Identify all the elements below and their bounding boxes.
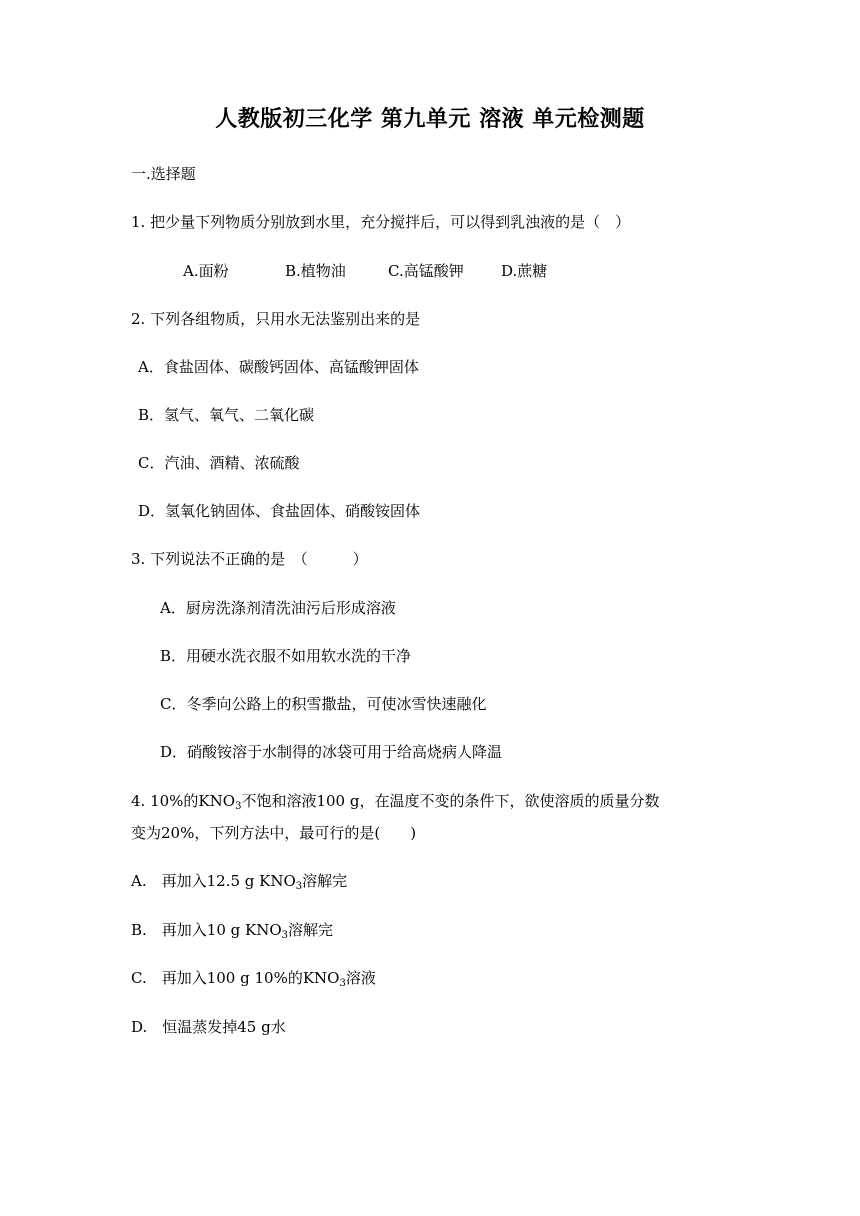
option-b-text-end: 溶解完 <box>288 921 334 939</box>
question-4-option-d: D. 恒温蒸发掉45 g水 <box>131 1018 286 1036</box>
page-title: 人教版初三化学 第九单元 溶液 单元检测题 <box>215 107 645 132</box>
question-2-option-c: C．汽油、酒精、浓硫酸 <box>138 454 300 472</box>
question-3-option-c: C．冬季向公路上的积雪撒盐，可使冰雪快速融化 <box>160 695 487 713</box>
subscript-3: 3 <box>295 881 303 892</box>
question-2-stem: 2. 下列各组物质，只用水无法鉴别出来的是 <box>131 310 421 328</box>
question-4-stem-part-1: 4. 10%的KNO <box>131 792 236 810</box>
question-4-stem-part-2: 不饱和溶液100 g，在温度不变的条件下，欲使溶质的质量分数 <box>241 792 660 810</box>
question-3-stem: 3. 下列说法不正确的是 （ ） <box>131 550 368 568</box>
question-1-stem: 1. 把少量下列物质分别放到水里，充分搅拌后，可以得到乳浊液的是（ ） <box>131 213 631 231</box>
section-heading: 一.选择题 <box>131 165 196 183</box>
question-1-option-d: D.蔗糖 <box>501 262 548 280</box>
question-1-option-c: C.高锰酸钾 <box>388 262 464 280</box>
question-3-option-b: B．用硬水洗衣服不如用软水洗的干净 <box>160 647 412 665</box>
subscript-3: 3 <box>339 978 346 989</box>
option-b-text: B. 再加入10 g KNO <box>131 921 282 939</box>
question-3-option-a: A．厨房洗涤剂清洗油污后形成溶液 <box>160 599 396 617</box>
question-4-stem-line-1 <box>131 791 659 817</box>
option-c-text-end: 溶液 <box>345 969 376 987</box>
question-4-option-a <box>131 871 347 897</box>
question-4-option-b <box>131 920 333 946</box>
option-a-text: A. 再加入12.5 g KNO <box>131 872 296 890</box>
subscript-3: 3 <box>235 801 242 812</box>
question-2-option-d: D．氢氧化钠固体、食盐固体、硝酸铵固体 <box>138 502 421 520</box>
question-4-stem-line-2: 变为20%，下列方法中，最可行的是( ) <box>131 824 417 842</box>
subscript-3: 3 <box>281 930 289 941</box>
option-a-text-end: 溶解完 <box>302 872 348 890</box>
question-3-option-d: D．硝酸铵溶于水制得的冰袋可用于给高烧病人降温 <box>160 743 503 761</box>
question-4-option-c <box>131 968 376 994</box>
question-1-option-a: A.面粉 <box>183 262 229 280</box>
option-c-text: C. 再加入100 g 10%的KNO <box>131 969 340 987</box>
question-2-option-a: A．食盐固体、碳酸钙固体、高锰酸钾固体 <box>138 358 419 376</box>
question-2-option-b: B．氢气、氧气、二氧化碳 <box>138 406 315 424</box>
question-1-option-b: B.植物油 <box>285 262 346 280</box>
